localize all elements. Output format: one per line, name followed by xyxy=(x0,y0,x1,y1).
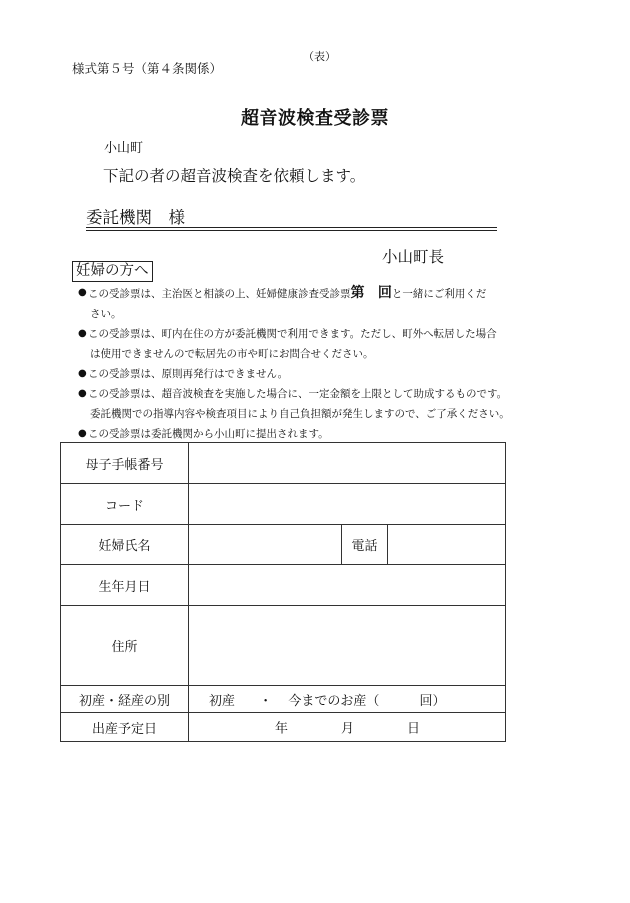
label-techo-number: 母子手帳番号 xyxy=(61,443,189,484)
parity-previous: 今までのお産（ xyxy=(288,693,380,709)
table-row xyxy=(61,525,506,565)
techo-number-field[interactable] xyxy=(189,443,506,484)
bullet-icon: ● xyxy=(78,388,87,399)
bullet-icon: ● xyxy=(78,428,87,439)
label-code: コード xyxy=(61,484,189,525)
form-number: 様式第５号（第４条関係） xyxy=(72,61,223,76)
patient-info-table xyxy=(60,442,506,742)
label-phone: 電話 xyxy=(342,525,388,565)
notice-item: ● この受診票は、主治医と相談の上、妊婦健康診査受診票第 回と一緒にご利用くだ xyxy=(78,283,548,304)
issuing-town: 小山町 xyxy=(104,141,144,156)
notice-item: ● この受診票は、原則再発行はできません。 xyxy=(78,364,548,384)
table-row xyxy=(61,565,506,606)
side-label: （表） xyxy=(303,50,336,63)
due-month-unit: 月 xyxy=(341,721,355,737)
phone-field[interactable] xyxy=(388,525,506,565)
parity-times: 回） xyxy=(419,693,446,709)
addressee-underline xyxy=(86,227,497,228)
notice-item: ● この受診票は委託機関から小山町に提出されます。 xyxy=(78,424,548,444)
due-day-unit: 日 xyxy=(407,721,421,737)
round-prefix: 第 xyxy=(350,285,365,301)
label-birthdate: 生年月日 xyxy=(61,565,189,606)
parity-field[interactable] xyxy=(189,686,506,713)
table-row xyxy=(61,686,506,713)
due-year-unit: 年 xyxy=(275,721,289,737)
bullet-icon: ● xyxy=(78,368,87,379)
notice-item: ● この受診票は、超音波検査を実施した場合に、一定金額を上限として助成するものです。 xyxy=(78,384,548,404)
addressee-line xyxy=(86,204,497,228)
table-row xyxy=(61,443,506,484)
request-sentence: 下記の者の超音波検査を依頼します。 xyxy=(103,167,366,185)
notice-heading: 妊婦の方へ xyxy=(72,261,153,282)
code-field[interactable] xyxy=(189,484,506,525)
mayor-signature: 小山町長 xyxy=(382,248,445,266)
addressee-underline-second xyxy=(86,230,497,231)
table-row xyxy=(61,606,506,686)
round-suffix: 回 xyxy=(377,285,392,301)
label-address: 住所 xyxy=(61,606,189,686)
notice-item: ● この受診票は、町内在住の方が委託機関で利用できます。ただし、町外へ転居した場合 xyxy=(78,324,548,344)
table-row xyxy=(61,484,506,525)
notice-list: ● この受診票は、主治医と相談の上、妊婦健康診査受診票第 回と一緒にご利用くだ さい。 ● この受診票は、町内在住の方が委託機関で利用できます。ただし、町外へ転居した場合 は使用できませんので転居先の市や町にお問合せください。 ● この受診票は、原則再発行はできません。 ● この受診票は、超音波検査を実施した場合に、一定金額を上限として助成するものです。 委託機関での指導内容や検査項目により自己負担額が発生しますので、ご了承ください。 ● この受診票は委託機関から小山町に提出されます。 xyxy=(78,283,548,444)
bullet-icon: ● xyxy=(78,287,87,298)
address-field[interactable] xyxy=(189,606,506,686)
label-parity: 初産・経産の別 xyxy=(61,686,189,713)
bullet-icon: ● xyxy=(78,328,87,339)
name-field[interactable] xyxy=(189,525,342,565)
table-row xyxy=(61,713,506,742)
page-title: 超音波検査受診票 xyxy=(241,108,389,129)
birthdate-field[interactable] xyxy=(189,565,506,606)
label-name: 妊婦氏名 xyxy=(61,525,189,565)
parity-separator: ・ xyxy=(259,693,273,709)
due-date-field[interactable] xyxy=(189,713,506,742)
parity-first: 初産 xyxy=(209,693,236,709)
label-due-date: 出産予定日 xyxy=(61,713,189,742)
addressee-text: 委託機関 様 xyxy=(86,208,185,227)
